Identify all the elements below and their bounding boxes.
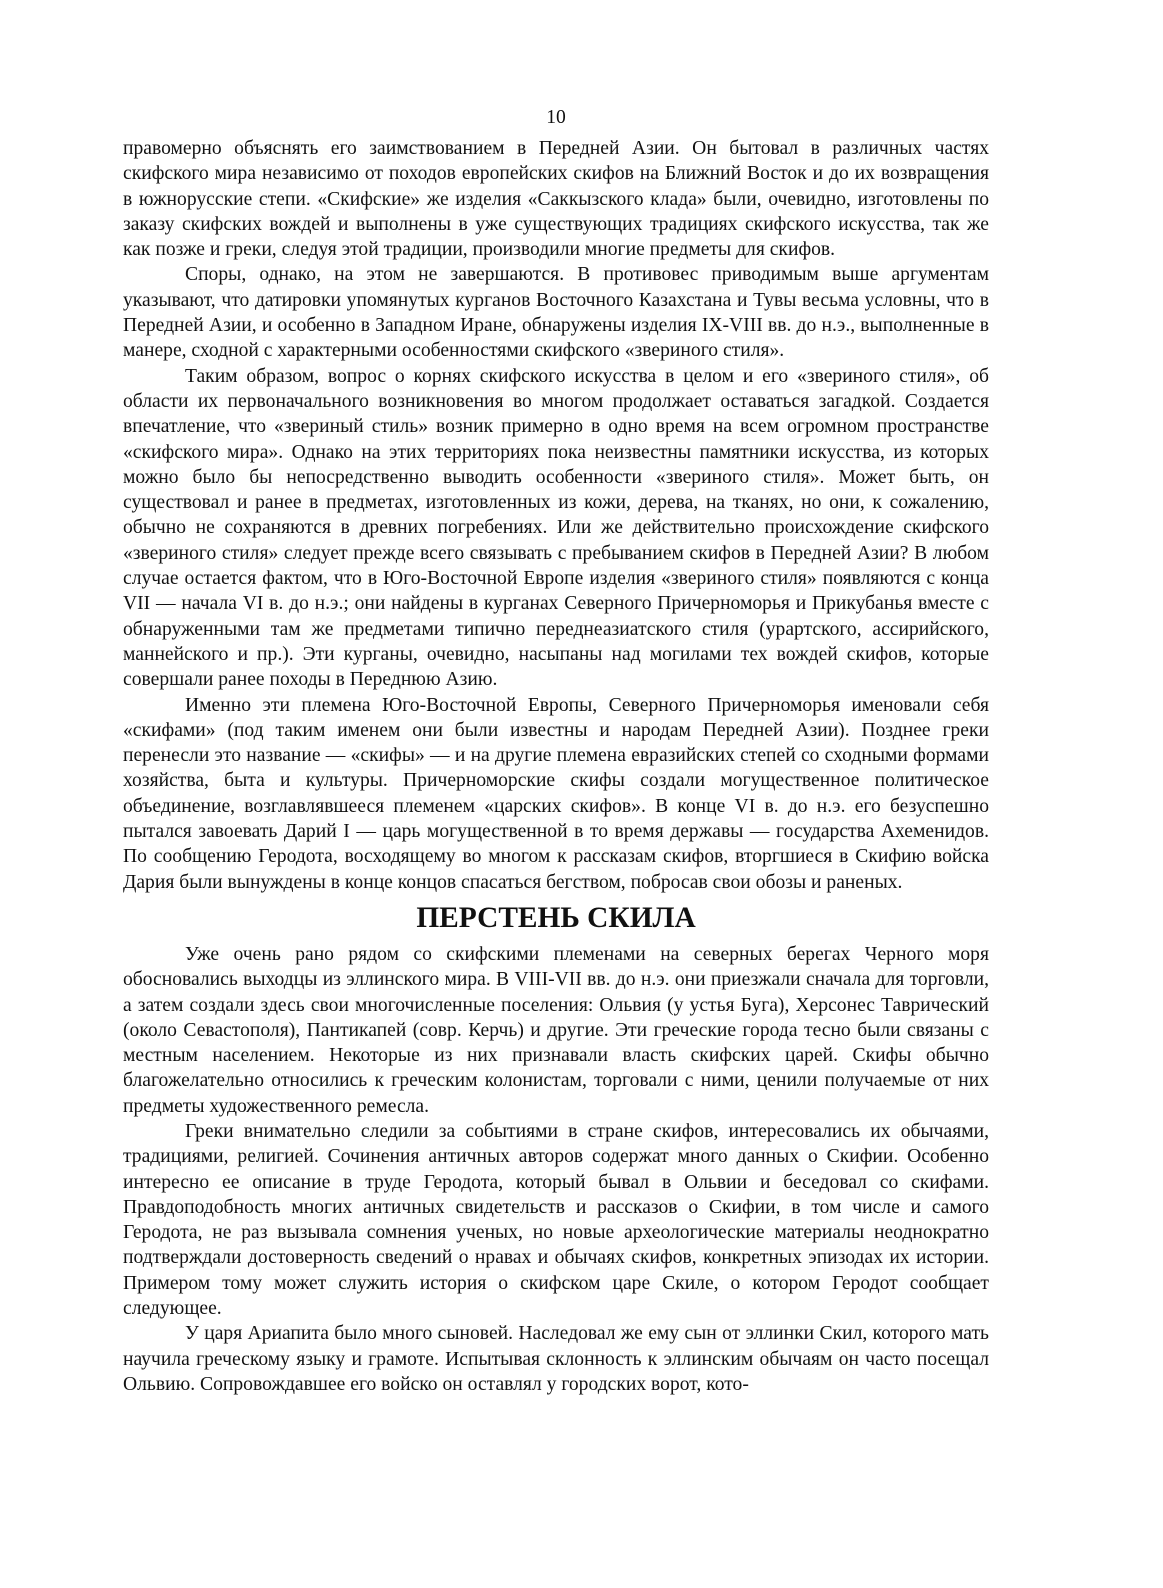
paragraph-5: Уже очень рано рядом со скифскими племенами на северных берегах Черного моря обосновались выходцы из эллинского мира. В VIII-VII вв. до н.э. они приезжали сначала для торговли, а затем создали здесь свои многочисленные поселения: Ольвия (у устья Буга), Херсонес Таврический (около Севастополя), Пантикапей (совр. Керчь) и другие. Эти греческие города тесно были связаны с местным населением. Некоторые из них признавали власть скифских царей. Скифы обычно благожелательно относились к греческим колонистам, торговали с ними, ценили получаемые от них предметы художественного ремесла. [123, 943, 989, 1117]
paragraph-7: У царя Ариапита было много сыновей. Наследовал же ему сын от эллинки Скил, которого мать научила греческому языку и грамоте. Испытывая склонность к эллинским обычаям он часто посещал Ольвию. Сопровождавшее его войско он оставлял у городских ворот, кото- [123, 1323, 989, 1395]
paragraph-6: Греки внимательно следили за событиями в стране скифов, интересовались их обычаями, традициями, религией. Сочинения античных авторов содержат много данных о Скифии. Особенно интересно ее описание в труде Геродота, который бывал в Ольвии и беседовал со скифами. Правдоподобность многих античных свидетельств и рассказов о Скифии, в том числе и самого Геродота, не раз вызывала сомнения ученых, но новые археологические материалы неоднократно подтверждали достоверность сведений о нравах и обычаях скифов, конкретных эпизодах их истории. Примером тому может служить история о скифском царе Скиле, о котором Геродот сообщает следующее. [123, 1120, 989, 1320]
page-number: 10 [546, 107, 566, 128]
paragraph-2: Споры, однако, на этом не завершаются. В противовес приводимым выше аргументам указывают, что датировки упомянутых курганов Восточного Казахстана и Тувы весьма условны, что в Передней Азии, и особенно в Западном Иране, обнаружены изделия IX-VIII вв. до н.э., выполненные в манере, сходной с характерными особенностями скифского «звериного стиля». [123, 264, 989, 362]
paragraph-3: Таким образом, вопрос о корнях скифского искусства в целом и его «звериного стиля», об области их первоначального возникновения во многом продолжает оставаться загадкой. Создается впечатление, что «звериный стиль» возник примерно в одно время на всем огромном пространстве «скифского мира». Однако на этих территориях пока неизвестны памятники искусства, из которых можно было бы непосредственно выводить особенности «звериного стиля». Может быть, он существовал и ранее в предметах, изготовленных из кожи, дерева, на тканях, но они, к сожалению, обычно не сохраняются в древних погребениях. Или же действительно происхождение скифского «звериного стиля» следует прежде всего связывать с пребыванием скифов в Передней Азии? В любом случае остается фактом, что в Юго-Восточной Европе изделия «звериного стиля» появляются с конца VII — начала VI в. до н.э.; они найдены в курганах Северного Причерноморья и Прикубанья вместе с обнаруженными там же предметами типично переднеазиатского стиля (урартского, ассирийского, маннейского и пр.). Эти курганы, очевидно, насыпаны над могилами тех вождей скифов, которые совершали ранее походы в Переднюю Азию. [123, 365, 989, 691]
paragraph-4: Именно эти племена Юго-Восточной Европы, Северного Причерноморья именовали себя «скифами» (под таким именем они были известны и народам Передней Азии). Позднее греки перенесли это название — «скифы» — и на другие племена евразийских степей со сходными формами хозяйства, быта и культуры. Причерноморские скифы создали могущественное политическое объединение, возглавлявшееся племенем «царских скифов». В конце VI в. до н.э. его безуспешно пытался завоевать Дарий I — царь могущественной в то время державы — государства Ахеменидов. По сообщению Геродота, восходящему во многом к рассказам скифов, вторгшиеся в Скифию войска Дария были вынуждены в конце концов спасаться бегством, побросав свои обозы и раненых. [123, 694, 989, 893]
document-page [123, 100, 989, 1397]
paragraph-1: правомерно объяснять его заимствованием в Передней Азии. Он бытовал в различных частях скифского мира независимо от походов европейских скифов на Ближний Восток и до их возвращения в южнорусские степи. «Скифские» же изделия «Саккызского клада» были, очевидно, изготовлены по заказу скифских вождей и выполнены в уже существующих традициях скифского искусства, так же как позже и греки, следуя этой традиции, производили многие предметы для скифов. [123, 138, 989, 261]
section-heading: ПЕРСТЕНЬ СКИЛА [416, 901, 696, 934]
